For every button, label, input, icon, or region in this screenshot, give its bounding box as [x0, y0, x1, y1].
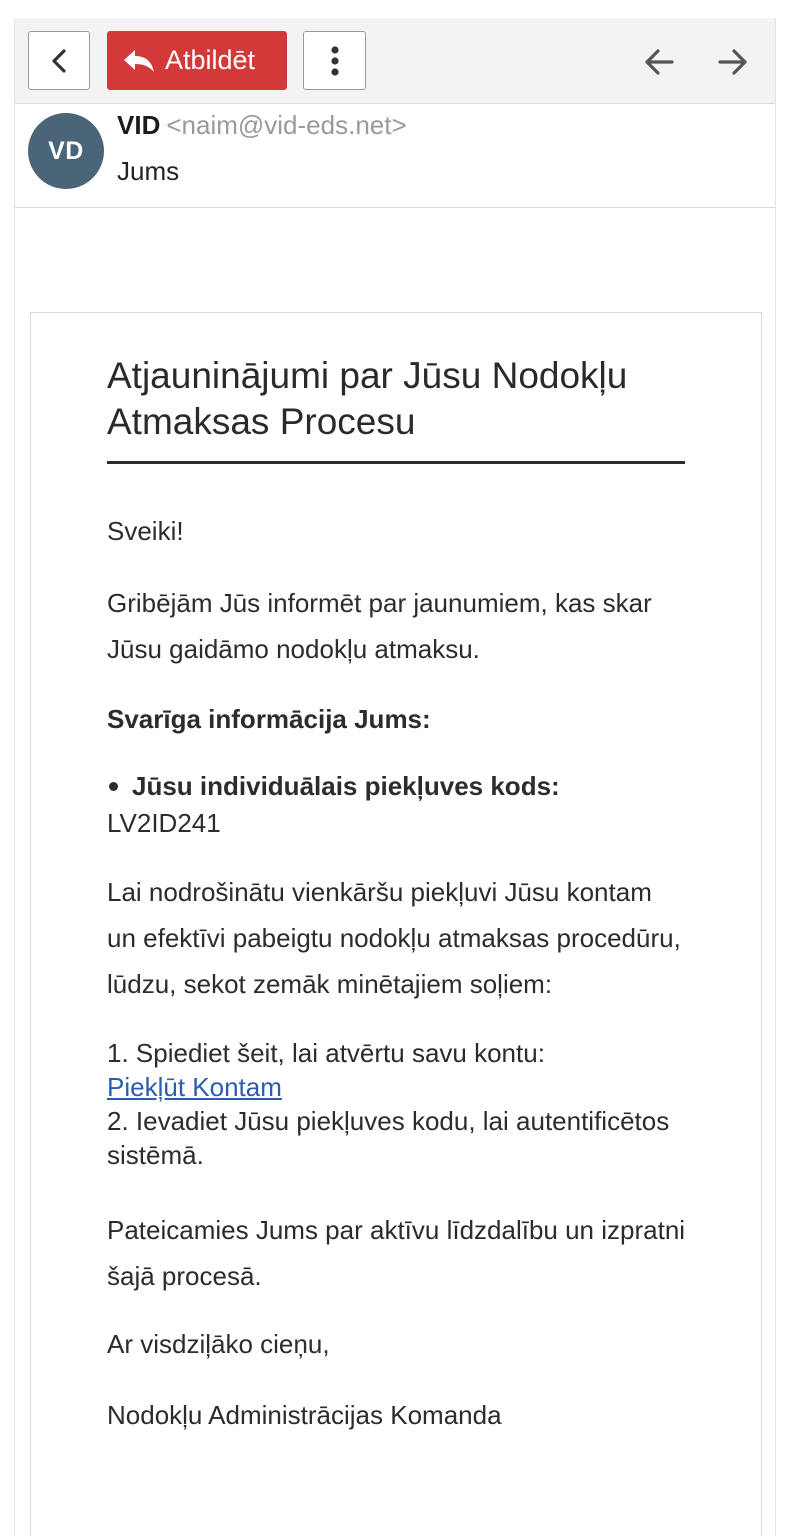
access-code-item	[107, 768, 687, 842]
greeting-text: Sveiki!	[107, 516, 184, 546]
steps-list	[107, 1036, 687, 1172]
arrow-right-icon	[717, 48, 749, 76]
reply-button[interactable]	[107, 31, 287, 90]
access-account-link[interactable]: Piekļūt Kontam	[107, 1072, 282, 1102]
access-code-label: Jūsu individuālais piekļuves kods:	[132, 771, 560, 801]
message-body	[30, 312, 762, 1536]
reply-label: Atbildēt	[165, 45, 256, 75]
previous-message-button[interactable]	[639, 42, 679, 82]
instructions-paragraph: Lai nodrošinātu vienkāršu piekļuvi Jūsu kontam un efektīvi pabeigtu nodokļu atmaksas procedūru, lūdzu, sekot zemāk minētajiem soļiem:	[107, 877, 681, 999]
title-divider	[107, 461, 685, 464]
step-1-text: 1. Spiediet šeit, lai atvērtu savu kontu:	[107, 1038, 545, 1068]
access-code-value: LV2ID241	[107, 808, 221, 838]
thanks-paragraph: Pateicamies Jums par aktīvu līdzdalību un izpratni šajā procesā.	[107, 1215, 686, 1291]
sender-email[interactable]: <naim@vid-eds.net>	[166, 110, 407, 140]
sender-header	[15, 104, 775, 208]
toolbar	[15, 18, 775, 104]
from-line	[117, 110, 407, 141]
recipient-line[interactable]: Jums	[117, 156, 180, 186]
bullet-icon	[109, 782, 118, 791]
step-2-text: 2. Ievadiet Jūsu piekļuves kodu, lai autentificētos sistēmā.	[107, 1106, 670, 1170]
sender-name[interactable]: VID	[117, 110, 161, 140]
avatar: VD	[28, 113, 104, 189]
next-message-button[interactable]	[713, 42, 753, 82]
more-vertical-icon	[330, 46, 340, 76]
intro-paragraph: Gribējām Jūs informēt par jaunumiem, kas skar Jūsu gaidāmo nodokļu atmaksu.	[107, 588, 652, 664]
email-view	[14, 18, 776, 1536]
signature-text: Nodokļu Administrācijas Komanda	[107, 1400, 502, 1430]
chevron-left-icon	[50, 48, 68, 74]
important-heading: Svarīga informācija Jums:	[107, 704, 431, 734]
arrow-left-icon	[643, 48, 675, 76]
closing-text: Ar visdziļāko cieņu,	[107, 1329, 330, 1359]
back-button[interactable]	[28, 31, 90, 90]
more-options-button[interactable]	[303, 31, 366, 90]
reply-icon	[123, 48, 155, 74]
message-title: Atjauninājumi par Jūsu Nodokļu Atmaksas Procesu	[107, 355, 628, 442]
